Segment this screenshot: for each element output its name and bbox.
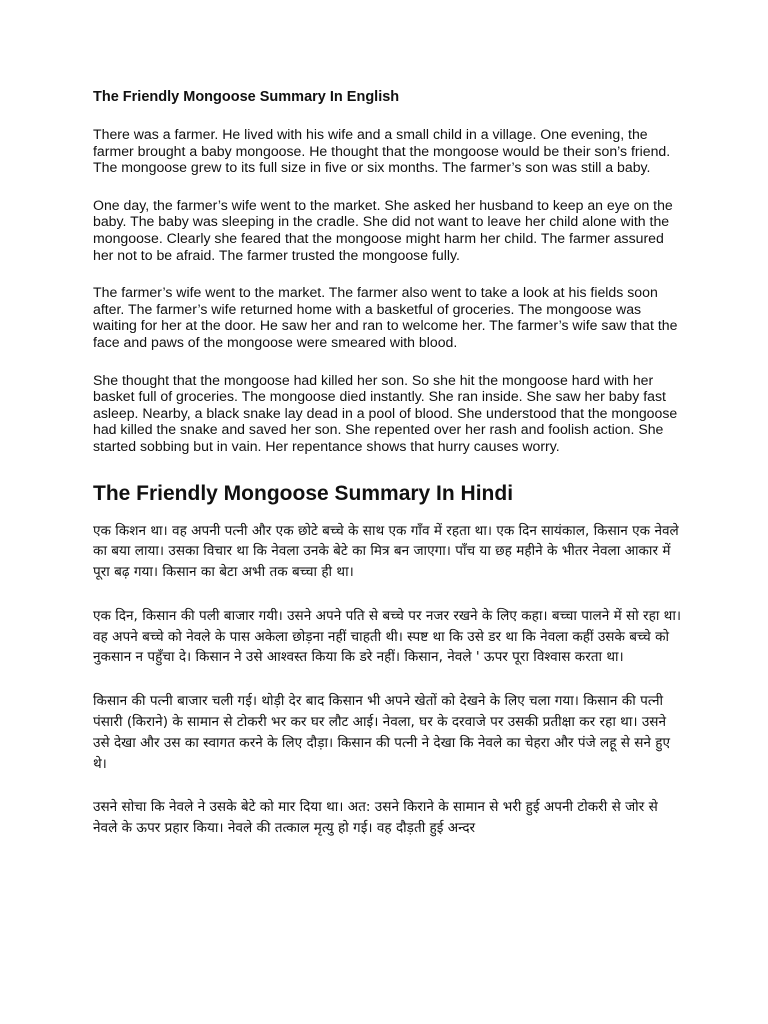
english-paragraph-1: There was a farmer. He lived with his wife and a small child in a village. One evening, the farmer brought a baby mongoose. He thought that the mongoose would be their son’s friend. The mongoose grew to its full size in five or six months. The farmer’s son was still a baby.: [93, 126, 671, 176]
english-paragraph-2: One day, the farmer’s wife went to the market. She asked her husband to keep an eye on the baby. The baby was sleeping in the cradle. She did not want to leave her child alone with the mongoose. Clearly she feared that the mongoose might harm her child. The farmer assured her not to be afraid. The farmer trusted the mongoose fully.: [93, 196, 673, 263]
hindi-paragraph-4: उसने सोचा कि नेवले ने उसके बेटे को मार दिया था। अत: उसने किराने के सामान से भरी हुई अपनी टोकरी से जोर से नेवले के ऊपर प्रहार किया। नेवले की तत्काल मृत्यु हो गई। वह दौड़ती हुई अन्दर: [93, 799, 658, 837]
english-paragraph-4: She thought that the mongoose had killed her son. So she hit the mongoose hard with her basket full of groceries. The mongoose died instantly. She ran inside. She saw her baby fast asleep. Nearby, a black snake lay dead in a pool of blood. She understood that the mongoose had killed the snake and saved her son. She repented over her rash and foolish action. She started sobbing but in vain. Her repentance shows that hurry causes worry.: [93, 371, 678, 454]
english-summary-title: The Friendly Mongoose Summary In English: [93, 89, 400, 105]
hindi-paragraph-3: किसान की पत्नी बाजार चली गई। थोड़ी देर बाद किसान भी अपने खेतों को देखने के लिए चला गया। किसान की पत्नी पंसारी (किराने) के सामान से टोकरी भर कर घर लौट आई। नेवला, घर के दरवाजे पर उसकी प्रतीक्षा कर रहा था। उसने उसे देखा और उस का स्वागत करने के लिए दौड़ा। किसान की पत्नी ने देखा कि नेवले का चेहरा और पंजे लहू से सने हुए थे।: [93, 693, 671, 772]
hindi-paragraph-1: एक किशन था। वह अपनी पत्नी और एक छोटे बच्चे के साथ एक गाँव में रहता था। एक दिन सायंकाल, किसान एक नेवले का बया लाया। उसका विचार था कि नेवला उनके बेटे का मित्र बन जाएगा। पाँच या छह महीने के भीतर नेवला आकार में पूरा बढ़ गया। किसान का बेटा अभी तक बच्चा ही था।: [93, 522, 679, 581]
document-page: [93, 88, 683, 862]
hindi-summary-title: The Friendly Mongoose Summary In Hindi: [93, 481, 514, 505]
hindi-paragraph-2: एक दिन, किसान की पली बाजार गयी। उसने अपने पति से बच्चे पर नजर रखने के लिए कहा। बच्चा पालने में सो रहा था। वह अपने बच्चे को नेवले के पास अकेला छोड़ना नहीं चाहती थी। स्पष्ट था कि उसे डर था कि नेवला कहीं उसके बच्चे को नुकसान न पहुँचा दे। किसान ने उसे आश्वस्त किया कि डरे नहीं। किसान, नेवले ' ऊपर पूरा विश्वास करता था।: [93, 607, 682, 666]
english-paragraph-3: The farmer’s wife went to the market. The farmer also went to take a look at his fields soon after. The farmer’s wife returned home with a basketful of groceries. The mongoose was waiting for her at the door. He saw her and ran to welcome her. The farmer’s wife saw that the face and paws of the mongoose were smeared with blood.: [93, 284, 678, 350]
